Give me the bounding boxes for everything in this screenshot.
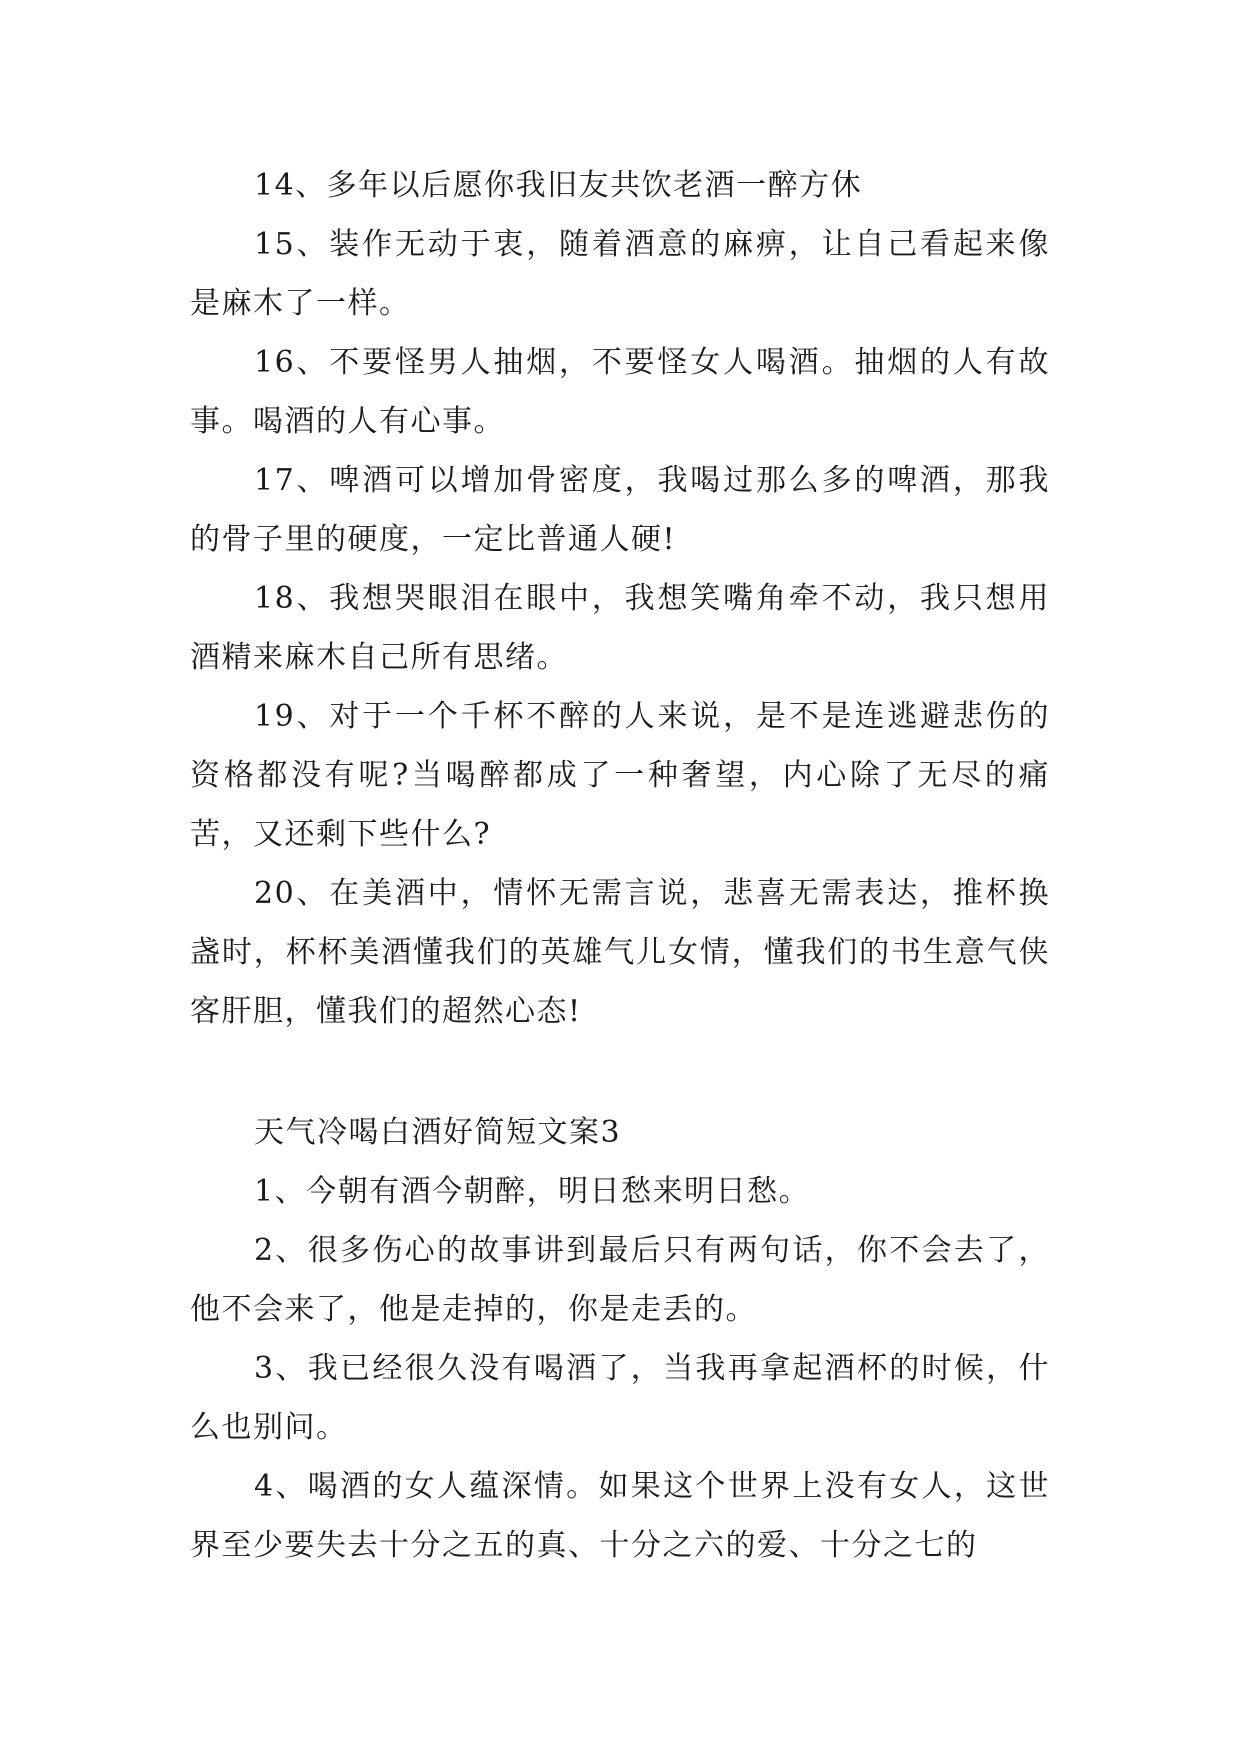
- list-item-2: 2、很多伤心的故事讲到最后只有两句话，你不会去了，他不会来了，他是走掉的，你是走丢的。: [190, 1233, 1050, 1327]
- list-item-4: 4、喝酒的女人蕴深情。如果这个世界上没有女人，这世界至少要失去十分之五的真、十分之六的爱、十分之七的: [190, 1469, 1050, 1563]
- list-item-20: 20、在美酒中，情怀无需言说，悲喜无需表达，推杯换盏时，杯杯美酒懂我们的英雄气儿女情，懂我们的书生意气侠客肝胆，懂我们的超然心态!: [190, 876, 1050, 1029]
- list-item-17: 17、啤酒可以增加骨密度，我喝过那么多的啤酒，那我的骨子里的硬度，一定比普通人硬!: [190, 463, 1050, 557]
- list-item-16: 16、不要怪男人抽烟，不要怪女人喝酒。抽烟的人有故事。喝酒的人有心事。: [190, 345, 1050, 439]
- list-item-1: 1、今朝有酒今朝醉，明日愁来明日愁。: [254, 1174, 811, 1209]
- document-body: [190, 156, 1050, 1575]
- list-item-19: 19、对于一个千杯不醉的人来说，是不是连逃避悲伤的资格都没有呢?当喝醉都成了一种奢望，内心除了无尽的痛苦，又还剩下些什么?: [190, 699, 1050, 852]
- list-item-18: 18、我想哭眼泪在眼中，我想笑嘴角牵不动，我只想用酒精来麻木自己所有思绪。: [190, 581, 1050, 675]
- list-item-15: 15、装作无动于衷，随着酒意的麻痹，让自己看起来像是麻木了一样。: [190, 227, 1050, 321]
- list-item-14: 14、多年以后愿你我旧友共饮老酒一醉方休: [254, 168, 863, 203]
- section-heading: 天气冷喝白酒好简短文案3: [254, 1115, 622, 1150]
- list-item-3: 3、我已经很久没有喝酒了，当我再拿起酒杯的时候，什么也别问。: [190, 1351, 1050, 1445]
